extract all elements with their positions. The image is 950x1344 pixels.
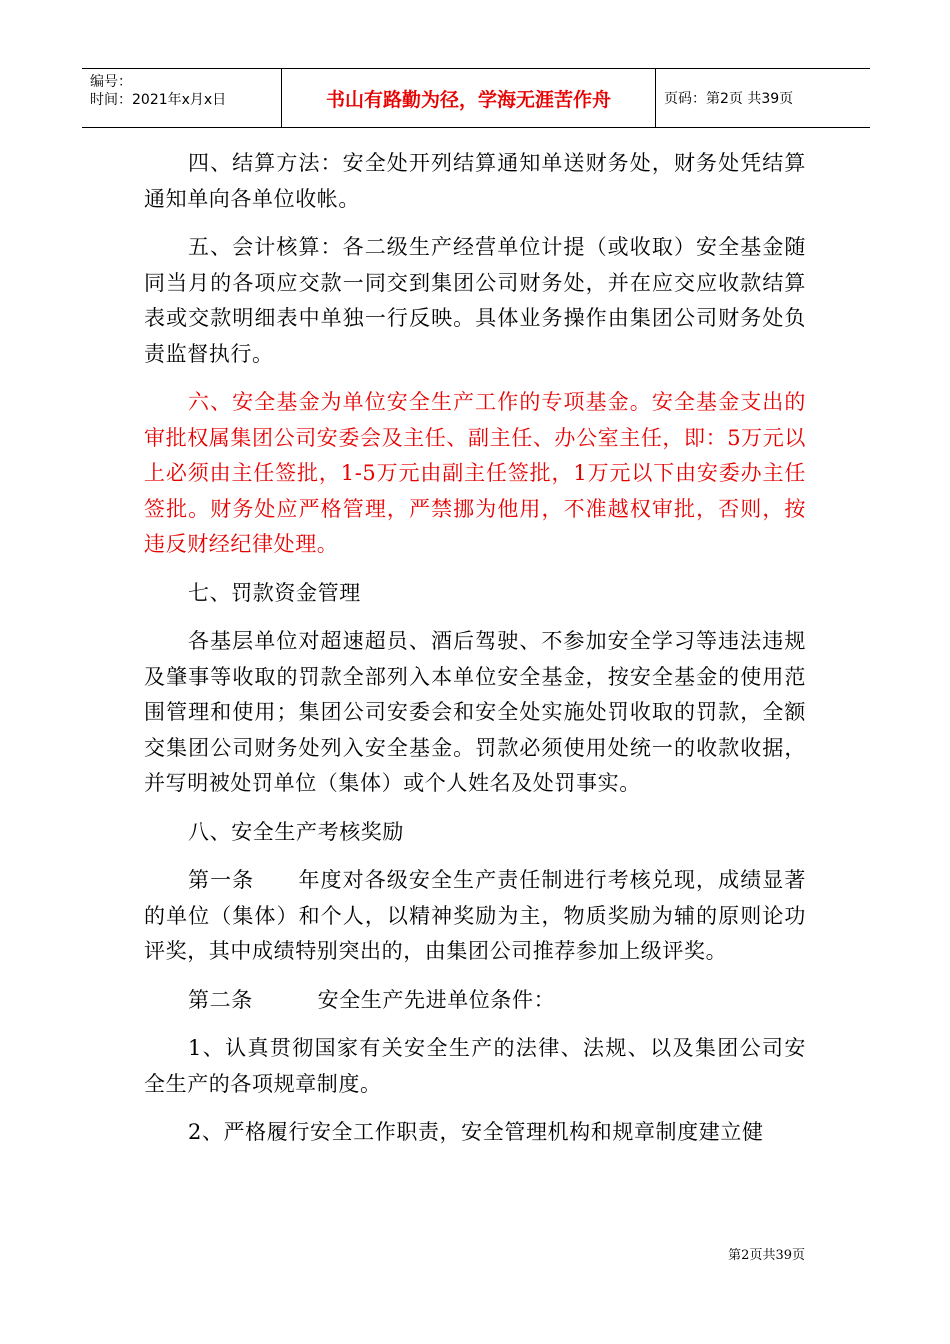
- paragraph-fines: 各基层单位对超速超员、酒后驾驶、不参加安全学习等违法违规及肇事等收取的罚款全部列入本单位安全基金，按安全基金的使用范围管理和使用；集团公司安委会和安全处实施处罚收取的罚款，全额交集团公司财务处列入安全基金。罚款必须使用处统一的收款收据，并写明被处罚单位（集体）或个人姓名及处罚事实。: [144, 629, 806, 795]
- paragraph-accounting: 五、会计核算：各二级生产经营单位计提（或收取）安全基金随同当月的各项应交款一同交到集团公司财务处，并在应交应收款结算表或交款明细表中单独一行反映。具体业务操作由集团公司财务处负责监督执行。: [144, 235, 806, 366]
- paragraph-condition-1: 1、认真贯彻国家有关安全生产的法律、法规、以及集团公司安全生产的各项规章制度。: [144, 1036, 806, 1096]
- document-number-label: 编号：: [90, 74, 132, 90]
- paragraph-fund-approval: 六、安全基金为单位安全生产工作的专项基金。安全基金支出的审批权属集团公司安委会及主任、副主任、办公室主任，即：5万元以上必须由主任签批，1-5万元由副主任签批，1万元以下由安委办主任签批。财务处应严格管理，严禁挪为他用，不准越权审批，否则，按违反财经纪律处理。: [144, 390, 806, 556]
- paragraph-condition-2: 2、严格履行安全工作职责，安全管理机构和规章制度建立健: [188, 1120, 764, 1144]
- header-motto: 书山有路勤为径，学海无涯苦作舟: [282, 69, 656, 127]
- document-header: [82, 68, 870, 128]
- header-page-info: 页码：第2页 共39页: [664, 91, 794, 107]
- document-time-label: 时间：2021年x月x日: [90, 92, 227, 108]
- paragraph-settlement: 四、结算方法：安全处开列结算通知单送财务处，财务处凭结算通知单向各单位收帐。: [144, 151, 806, 211]
- document-body: [144, 146, 806, 1164]
- header-meta: [82, 69, 282, 127]
- section-heading-fines: 七、罚款资金管理: [188, 580, 361, 605]
- section-heading-rewards: 八、安全生产考核奖励: [188, 819, 404, 844]
- page-footer: 第2页共39页: [728, 1248, 805, 1263]
- paragraph-article-1: 第一条 年度对各级安全生产责任制进行考核兑现，成绩显著的单位（集体）和个人，以精神奖励为主，物质奖励为辅的原则论功评奖，其中成绩特别突出的，由集团公司推荐参加上级评奖。: [144, 868, 806, 963]
- paragraph-article-2: 第二条 安全生产先进单位条件：: [188, 987, 556, 1012]
